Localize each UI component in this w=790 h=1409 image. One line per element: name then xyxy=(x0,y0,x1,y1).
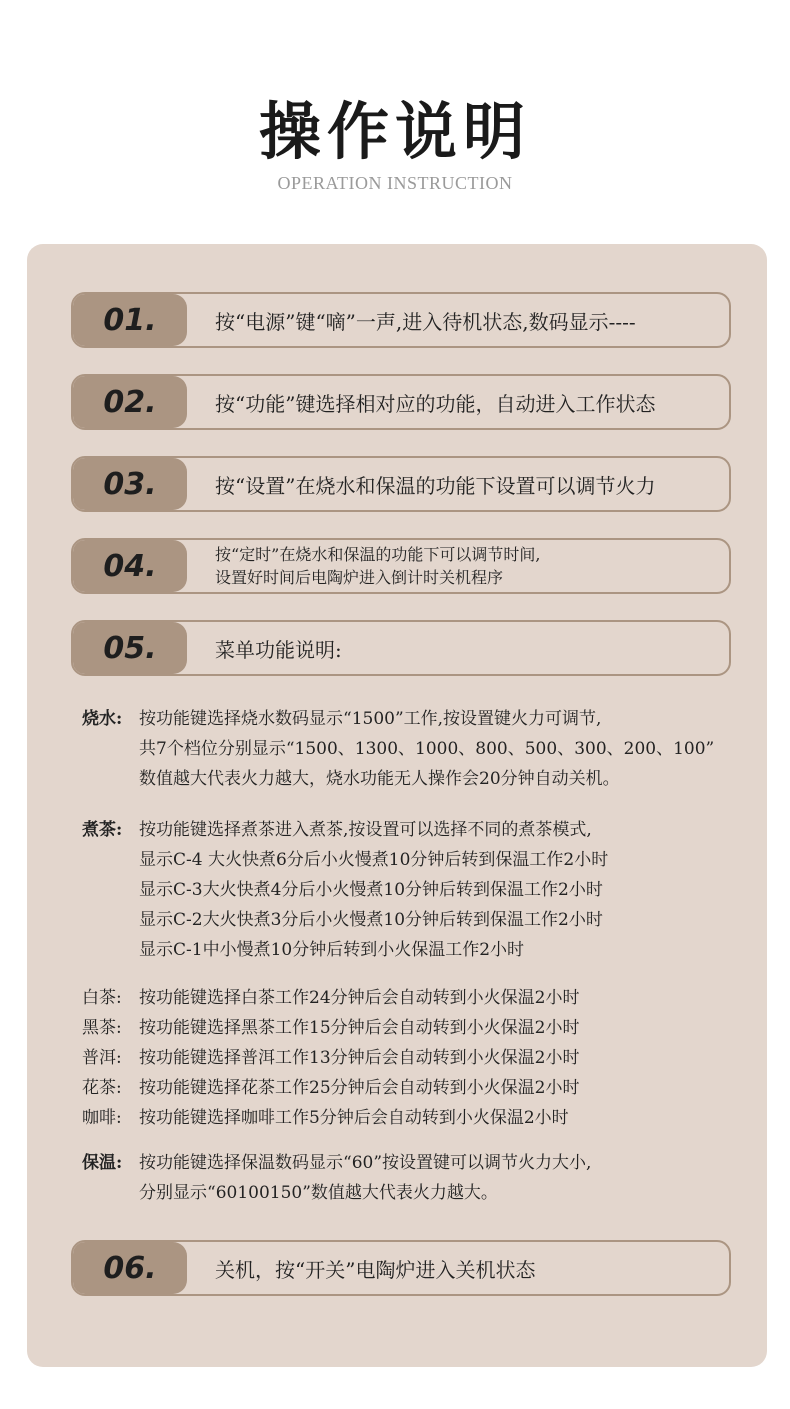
step-text-line-1: 按“定时”在烧水和保温的功能下可以调节时间, xyxy=(215,545,541,564)
step-text: 关机，按“开关”电陶炉进入关机状态 xyxy=(215,1257,536,1282)
menu-line: 按功能键选择煮茶进入煮茶,按设置可以选择不同的煮茶模式, xyxy=(139,820,592,840)
menu-label: 咖啡: xyxy=(82,1108,122,1128)
menu-label: 花茶: xyxy=(82,1078,122,1098)
menu-line: 分别显示“60100150”数值越大代表火力越大。 xyxy=(139,1183,498,1203)
step-number: 02. xyxy=(73,376,187,428)
step-04 xyxy=(71,538,731,594)
page-subtitle: OPERATION INSTRUCTION xyxy=(277,173,513,193)
step-06 xyxy=(71,1240,731,1296)
step-text: 按“设置”在烧水和保温的功能下设置可以调节火力 xyxy=(215,473,656,498)
menu-line: 数值越大代表火力越大，烧水功能无人操作会20分钟自动关机。 xyxy=(139,769,620,789)
menu-line: 显示C-1中小慢煮10分钟后转到小火保温工作2小时 xyxy=(139,940,525,960)
list-item xyxy=(82,1073,579,1103)
step-number: 06. xyxy=(73,1242,187,1294)
step-03 xyxy=(71,456,731,512)
menu-tea xyxy=(82,815,608,965)
menu-line: 显示C-2大火快煮3分后小火慢煮10分钟后转到保温工作2小时 xyxy=(139,910,603,930)
step-number: 01. xyxy=(73,294,187,346)
step-number: 03. xyxy=(73,458,187,510)
list-item xyxy=(82,1103,579,1133)
menu-line: 按功能键选择白茶工作24分钟后会自动转到小火保温2小时 xyxy=(139,988,580,1008)
page-title: 操作说明 xyxy=(258,95,531,168)
menu-line: 按功能键选择黑茶工作15分钟后会自动转到小火保温2小时 xyxy=(139,1018,580,1038)
step-02 xyxy=(71,374,731,430)
menu-label: 普洱: xyxy=(82,1048,122,1068)
menu-line: 按功能键选择保温数码显示“60”按设置键可以调节火力大小, xyxy=(139,1153,592,1173)
menu-line: 显示C-4 大火快煮6分后小火慢煮10分钟后转到保温工作2小时 xyxy=(139,850,609,870)
menu-teas xyxy=(82,983,579,1133)
step-text: 按“功能”键选择相对应的功能，自动进入工作状态 xyxy=(215,391,656,416)
menu-label: 煮茶: xyxy=(82,820,123,840)
menu-label: 保温: xyxy=(82,1153,123,1173)
step-text: 按“电源”键“嘀”一声,进入待机状态,数码显示---- xyxy=(215,309,636,334)
menu-label: 白茶: xyxy=(82,988,122,1008)
menu-line: 按功能键选择烧水数码显示“1500”工作,按设置键火力可调节, xyxy=(139,709,602,729)
menu-boil xyxy=(82,704,714,794)
menu-keepwarm xyxy=(82,1148,591,1208)
menu-line: 按功能键选择普洱工作13分钟后会自动转到小火保温2小时 xyxy=(139,1048,580,1068)
step-text: 菜单功能说明: xyxy=(215,637,342,662)
list-item xyxy=(82,1043,579,1073)
list-item xyxy=(82,983,579,1013)
step-text xyxy=(215,540,721,592)
list-item xyxy=(82,1013,579,1043)
menu-line: 共7个档位分别显示“1500、1300、1000、800、500、300、200、100” xyxy=(139,739,715,759)
menu-line: 显示C-3大火快煮4分后小火慢煮10分钟后转到保温工作2小时 xyxy=(139,880,603,900)
menu-line: 按功能键选择咖啡工作5分钟后会自动转到小火保温2小时 xyxy=(139,1108,569,1128)
step-text-line-2: 设置好时间后电陶炉进入倒计时关机程序 xyxy=(215,568,504,587)
step-number: 04. xyxy=(73,540,187,592)
step-05 xyxy=(71,620,731,676)
step-01 xyxy=(71,292,731,348)
menu-line: 按功能键选择花茶工作25分钟后会自动转到小火保温2小时 xyxy=(139,1078,580,1098)
menu-label: 烧水: xyxy=(82,709,123,729)
menu-label: 黑茶: xyxy=(82,1018,122,1038)
step-number: 05. xyxy=(73,622,187,674)
